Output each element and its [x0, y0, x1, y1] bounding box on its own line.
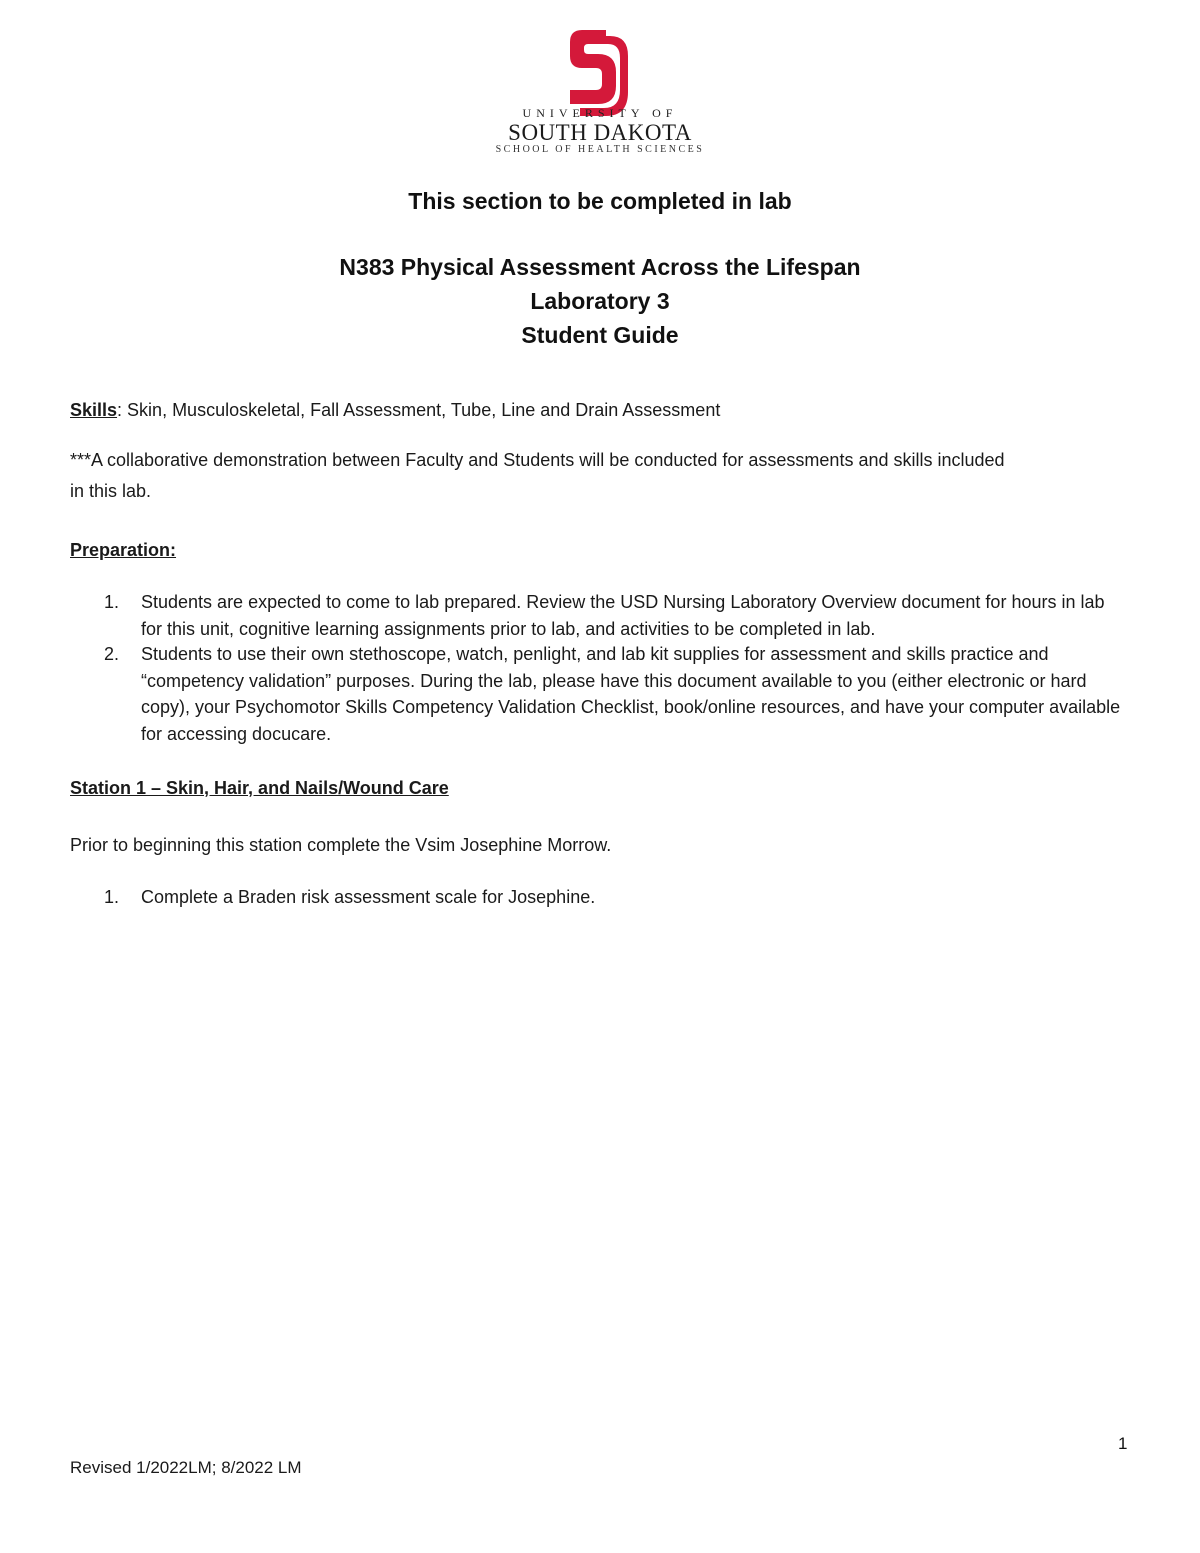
course-title: N383 Physical Assessment Across the Lifespan	[339, 254, 861, 280]
demo-note-line2: in this lab.	[70, 481, 152, 501]
page-number: 1	[1118, 1434, 1128, 1453]
guide-title: Student Guide	[521, 322, 679, 348]
list-item	[70, 589, 1130, 643]
skills-line	[70, 395, 720, 426]
skills-label: Skills	[70, 400, 118, 420]
list-item-text: Students to use their own stethoscope, watch, penlight, and lab kit supplies for assessment and skills practice and “competency validation” purposes. During the lab, please have this document available to you (either electronic or hard copy), your Psychomotor Skills Competency Validation Checklist, book/online resources, and have your computer available for accessing docucare.	[141, 644, 1121, 744]
list-item-text: Students are expected to come to lab prepared. Review the USD Nursing Laboratory Overview document for hours in lab for this unit, cognitive learning assignments prior to lab, and activities to be completed in lab.	[141, 592, 1105, 639]
list-item	[70, 884, 1130, 912]
lab-title: Laboratory 3	[530, 288, 670, 314]
list-item-number: 1.	[104, 592, 120, 612]
preparation-heading: Preparation:	[70, 540, 177, 560]
station1-intro: Prior to beginning this station complete the Vsim Josephine Morrow.	[70, 835, 612, 855]
revision-footer: Revised 1/2022LM; 8/2022 LM	[70, 1458, 302, 1477]
skills-colon: :	[117, 400, 123, 420]
station1-heading: Station 1 – Skin, Hair, and Nails/Wound Care	[70, 778, 449, 798]
skills-text: Skin, Musculoskeletal, Fall Assessment, Tube, Line and Drain Assessment	[122, 400, 721, 420]
logo-school-name: SCHOOL OF HEALTH SCIENCES	[495, 144, 705, 155]
list-item-text: Complete a Braden risk assessment scale for Josephine.	[141, 887, 596, 907]
university-logo	[480, 22, 720, 156]
list-item	[70, 641, 1130, 749]
section-note: This section to be completed in lab	[408, 188, 792, 214]
list-item-number: 2.	[104, 644, 120, 664]
logo-south-dakota: SOUTH DAKOTA	[508, 120, 692, 145]
demo-note-line1: ***A collaborative demonstration between Faculty and Students will be conducted for assessments and skills included	[70, 450, 1005, 470]
list-item-number: 1.	[104, 887, 120, 907]
logo-university-of: UNIVERSITY OF	[522, 106, 678, 120]
